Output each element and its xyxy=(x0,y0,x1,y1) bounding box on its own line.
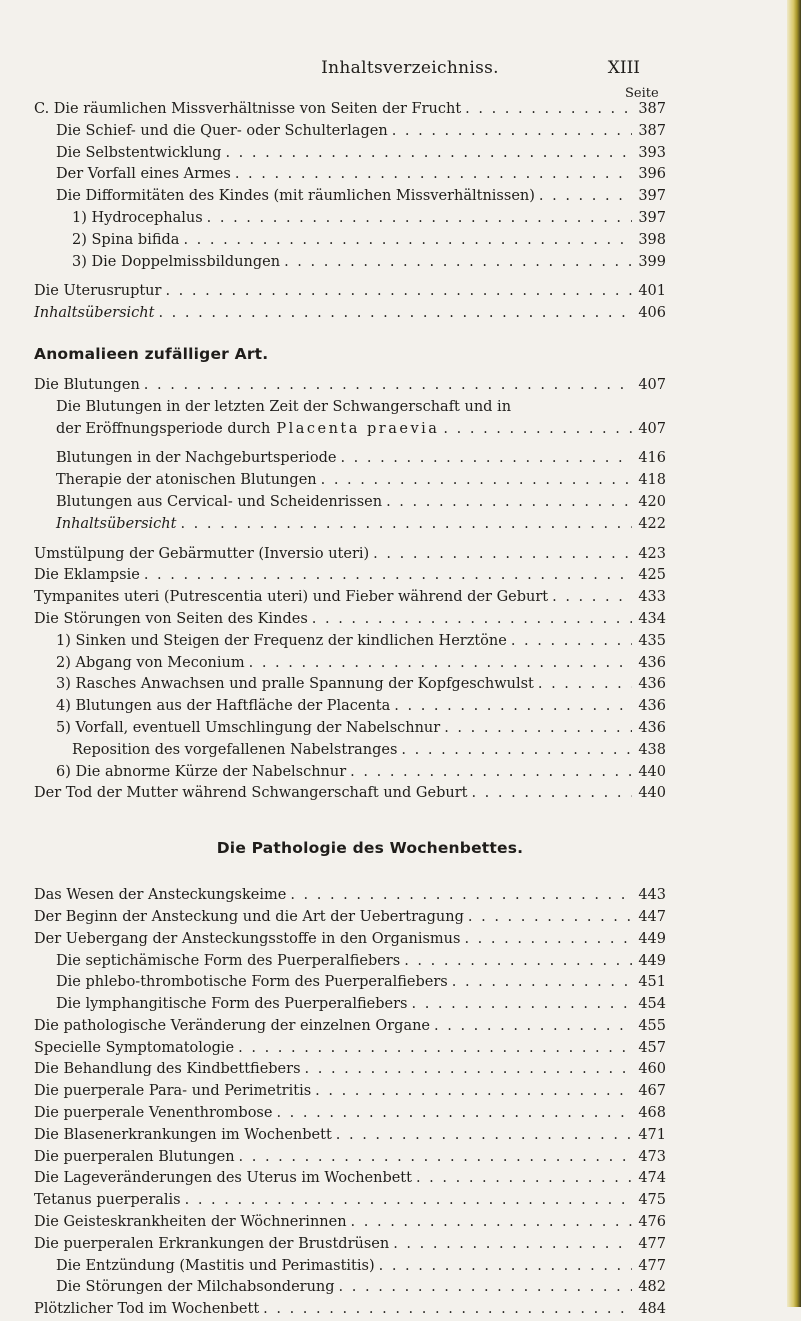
page-edge xyxy=(787,0,801,1307)
dot-leader xyxy=(416,1168,632,1190)
toc-entry-title: Der Tod der Mutter während Schwangerschaft und Geburt xyxy=(34,785,468,802)
toc-entry-title: Der Uebergang der Ansteckungsstoffe in den Organismus xyxy=(34,930,461,947)
toc-entry-page: 433 xyxy=(638,589,666,606)
dot-leader xyxy=(340,448,632,470)
toc-entry xyxy=(34,303,666,325)
dot-leader xyxy=(552,587,632,609)
toc-entry xyxy=(34,565,666,587)
toc-entry-title: 4) Blutungen aus der Haftfläche der Placenta xyxy=(56,698,391,715)
toc-entry-page: 397 xyxy=(638,209,666,226)
section-heading-wochenbett: Die Pathologie des Wochenbettes. xyxy=(216,839,524,858)
dot-leader xyxy=(404,951,632,973)
toc-entry-page: 396 xyxy=(638,166,666,183)
table-of-contents xyxy=(34,99,666,1321)
toc-entry-title: Die septichämische Form des Puerperalfiebers xyxy=(56,952,401,969)
toc-entry xyxy=(34,1212,666,1234)
toc-entry-title: Die Schief- und die Quer- oder Schulterlagen xyxy=(56,122,388,139)
toc-entry xyxy=(34,929,666,951)
toc-entry-page: 387 xyxy=(638,122,666,139)
dot-leader xyxy=(263,1299,632,1321)
toc-entry-title: Die pathologische Veränderung der einzelnen Organe xyxy=(34,1017,431,1034)
dot-leader xyxy=(339,1277,632,1299)
toc-entry-page: 449 xyxy=(638,952,666,969)
toc-entry-page: 407 xyxy=(638,376,666,393)
running-header xyxy=(34,58,786,84)
page-number: XIII xyxy=(607,58,640,78)
dot-leader xyxy=(539,186,632,208)
toc-entry-title: Die Difformitäten des Kindes (mit räumlichen Missverhältnissen) xyxy=(56,188,535,205)
toc-entry-page: 438 xyxy=(638,741,666,758)
dot-leader xyxy=(444,718,632,740)
toc-entry-page: 401 xyxy=(638,283,666,300)
toc-entry-title: Die Behandlung des Kindbettfiebers xyxy=(34,1061,301,1078)
toc-group-nachgeburt xyxy=(34,448,666,535)
dot-leader xyxy=(321,470,632,492)
dot-leader xyxy=(336,1125,632,1147)
toc-entry xyxy=(34,1277,666,1299)
toc-entry xyxy=(34,783,666,805)
toc-entry xyxy=(34,514,666,536)
toc-entry-title: Die Entzündung (Mastitis und Perimastitis) xyxy=(56,1257,375,1274)
dot-leader xyxy=(452,972,632,994)
toc-entry xyxy=(34,653,666,675)
dot-leader xyxy=(386,492,632,514)
toc-entry-page: 447 xyxy=(638,908,666,925)
toc-entry xyxy=(34,1059,666,1081)
toc-entry-page: 467 xyxy=(638,1083,666,1100)
dot-leader xyxy=(468,907,632,929)
toc-entry-page: 434 xyxy=(638,610,666,627)
toc-entry xyxy=(34,972,666,994)
dot-leader xyxy=(443,419,632,441)
toc-entry-page: 471 xyxy=(638,1126,666,1143)
toc-entry-title: Blutungen in der Nachgeburtsperiode xyxy=(56,450,337,467)
dot-leader xyxy=(379,1256,632,1278)
page-column-label: Seite xyxy=(625,86,659,101)
toc-entry-title: Die Lageveränderungen des Uterus im Wochenbett xyxy=(34,1170,412,1187)
toc-entry xyxy=(34,1168,666,1190)
dot-leader xyxy=(249,653,632,675)
toc-entry xyxy=(34,609,666,631)
toc-entry xyxy=(34,1256,666,1278)
toc-entry xyxy=(34,281,666,303)
toc-entry xyxy=(34,1103,666,1125)
dot-leader xyxy=(284,252,632,274)
toc-entry-title: Plötzlicher Tod im Wochenbett xyxy=(34,1301,260,1318)
toc-entry-page: 477 xyxy=(638,1235,666,1252)
dot-leader xyxy=(511,631,632,653)
toc-entry-page: 398 xyxy=(638,231,666,248)
toc-entry-page: 436 xyxy=(638,654,666,671)
toc-entry-page: 451 xyxy=(638,974,666,991)
dot-leader xyxy=(401,740,632,762)
dot-leader xyxy=(393,1234,632,1256)
toc-group-wochenbett xyxy=(34,885,666,1321)
toc-entry-title: Die Blutungen in der letzten Zeit der Schwangerschaft und in xyxy=(56,398,512,415)
dot-leader xyxy=(185,1190,632,1212)
toc-entry-title: Tympanites uteri (Putrescentia uteri) und Fieber während der Geburt xyxy=(34,589,549,606)
dot-leader xyxy=(394,696,632,718)
toc-entry-title: Blutungen aus Cervical- und Scheidenrissen xyxy=(56,493,383,510)
toc-entry-title: Die puerperale Venenthrombose xyxy=(34,1105,273,1122)
toc-entry xyxy=(34,907,666,929)
toc-group-c xyxy=(34,99,666,273)
toc-entry-title: Die puerperalen Blutungen xyxy=(34,1148,235,1165)
dot-leader xyxy=(350,762,632,784)
toc-entry-page: 475 xyxy=(638,1192,666,1209)
toc-entry-page: 436 xyxy=(638,719,666,736)
toc-entry-page: 457 xyxy=(638,1039,666,1056)
toc-entry xyxy=(34,1038,666,1060)
dot-leader xyxy=(538,674,632,696)
toc-entry-title: Der Beginn der Ansteckung und die Art der Uebertragung xyxy=(34,908,464,925)
toc-entry xyxy=(34,718,666,740)
toc-entry-title: Die Blutungen xyxy=(34,376,140,393)
dot-leader xyxy=(411,994,632,1016)
toc-entry-page: 460 xyxy=(638,1061,666,1078)
toc-entry xyxy=(34,492,666,514)
toc-entry-title: 2) Spina bifida xyxy=(72,231,180,248)
toc-entry xyxy=(34,762,666,784)
toc-entry-page: 443 xyxy=(638,887,666,904)
toc-group-umstuelpung xyxy=(34,544,666,806)
dot-leader xyxy=(158,303,632,325)
toc-entry-page: 436 xyxy=(638,676,666,693)
toc-entry xyxy=(34,740,666,762)
toc-entry-page: 422 xyxy=(638,515,666,532)
toc-entry-page: 473 xyxy=(638,1148,666,1165)
toc-entry xyxy=(34,470,666,492)
dot-leader xyxy=(225,143,632,165)
toc-entry-title: 5) Vorfall, eventuell Umschlingung der Nabelschnur xyxy=(56,719,441,736)
section-heading-anomalieen: Anomalieen zufälliger Art. xyxy=(34,344,269,363)
toc-entry-page: 423 xyxy=(638,545,666,562)
toc-group-blutungen xyxy=(34,375,666,440)
toc-entry-page: 449 xyxy=(638,930,666,947)
toc-entry xyxy=(34,186,666,208)
dot-leader xyxy=(464,929,632,951)
dot-leader xyxy=(183,230,632,252)
toc-entry-page: 454 xyxy=(638,996,666,1013)
toc-entry-title: Specielle Symptomatologie xyxy=(34,1039,235,1056)
toc-entry-page: 407 xyxy=(638,420,666,437)
dot-leader xyxy=(290,885,632,907)
toc-entry-emphasis: Placenta praevia xyxy=(276,420,440,437)
toc-entry-title: Inhaltsübersicht xyxy=(34,305,155,322)
dot-leader xyxy=(471,783,632,805)
toc-entry-title: Die Störungen von Seiten des Kindes xyxy=(34,610,308,627)
toc-entry xyxy=(34,1081,666,1103)
toc-entry xyxy=(34,994,666,1016)
dot-leader xyxy=(373,544,632,566)
toc-entry-page: 399 xyxy=(638,253,666,270)
toc-entry-page: 420 xyxy=(638,493,666,510)
toc-entry xyxy=(34,419,666,441)
toc-entry-title: Die puerperale Para- und Perimetritis xyxy=(34,1083,312,1100)
toc-entry-title: Der Vorfall eines Armes xyxy=(56,166,231,183)
toc-entry-page: 387 xyxy=(638,101,666,117)
toc-entry-page: 397 xyxy=(638,188,666,205)
toc-entry xyxy=(34,696,666,718)
toc-entry xyxy=(34,674,666,696)
toc-entry-page: 468 xyxy=(638,1105,666,1122)
running-title: Inhaltsverzeichniss. xyxy=(321,58,499,78)
toc-entry-page: 476 xyxy=(638,1214,666,1231)
toc-entry xyxy=(34,885,666,907)
toc-group-uterusruptur xyxy=(34,281,666,325)
toc-entry-title: Das Wesen der Ansteckungskeime xyxy=(34,887,287,904)
toc-entry-page: 436 xyxy=(638,698,666,715)
toc-entry-title: Therapie der atonischen Blutungen xyxy=(56,472,317,489)
dot-leader xyxy=(180,514,632,536)
toc-entry-title: Tetanus puerperalis xyxy=(34,1192,181,1209)
dot-leader xyxy=(165,281,632,303)
toc-entry-title: 3) Rasches Anwachsen und pralle Spannung der Kopfgeschwulst xyxy=(56,676,534,693)
toc-entry-page: 482 xyxy=(638,1279,666,1296)
toc-entry-page: 425 xyxy=(638,567,666,584)
toc-entry-title: Die phlebo-thrombotische Form des Puerperalfiebers xyxy=(56,974,448,991)
toc-entry xyxy=(34,121,666,143)
toc-entry-page: 455 xyxy=(638,1017,666,1034)
toc-entry xyxy=(34,208,666,230)
toc-entry-title: 1) Sinken und Steigen der Frequenz der kindlichen Herztöne xyxy=(56,632,507,649)
toc-entry-page: 393 xyxy=(638,144,666,161)
dot-leader xyxy=(392,121,632,143)
toc-entry xyxy=(34,1234,666,1256)
dot-leader xyxy=(315,1081,632,1103)
dot-leader xyxy=(238,1038,632,1060)
toc-entry xyxy=(34,448,666,470)
toc-entry xyxy=(34,164,666,186)
toc-entry-title: Die Eklampsie xyxy=(34,567,140,584)
toc-entry xyxy=(34,951,666,973)
dot-leader xyxy=(305,1059,632,1081)
toc-entry-title: Inhaltsübersicht xyxy=(56,515,177,532)
toc-entry-page: 418 xyxy=(638,472,666,489)
dot-leader xyxy=(351,1212,632,1234)
toc-entry-title: Die Störungen der Milchabsonderung xyxy=(56,1279,335,1296)
toc-entry-title: Die Blasenerkrankungen im Wochenbett xyxy=(34,1126,332,1143)
toc-entry xyxy=(34,544,666,566)
toc-entry xyxy=(34,143,666,165)
toc-entry-page: 435 xyxy=(638,632,666,649)
dot-leader xyxy=(207,208,632,230)
toc-entry xyxy=(34,631,666,653)
toc-entry-title: 2) Abgang von Meconium xyxy=(56,654,245,671)
toc-entry xyxy=(34,375,666,397)
dot-leader xyxy=(144,565,632,587)
toc-entry-title: Die puerperalen Erkrankungen der Brustdrüsen xyxy=(34,1235,390,1252)
toc-entry xyxy=(34,252,666,274)
toc-entry-page: 416 xyxy=(638,450,666,467)
toc-entry-title: Reposition des vorgefallenen Nabelstranges xyxy=(72,741,398,758)
toc-entry-title: Die lymphangitische Form des Puerperalfiebers xyxy=(56,996,408,1013)
toc-entry-title: Umstülpung der Gebärmutter (Inversio uteri) xyxy=(34,545,370,562)
dot-leader xyxy=(465,99,632,121)
dot-leader xyxy=(239,1147,632,1169)
toc-entry xyxy=(34,587,666,609)
toc-entry-title: Die Selbstentwicklung xyxy=(56,144,222,161)
toc-entry-title: 6) Die abnorme Kürze der Nabelschnur xyxy=(56,763,347,780)
toc-entry xyxy=(34,99,666,121)
dot-leader xyxy=(312,609,632,631)
dot-leader xyxy=(276,1103,632,1125)
toc-entry-page: 440 xyxy=(638,763,666,780)
toc-entry-page: 474 xyxy=(638,1170,666,1187)
toc-entry-title: C. Die räumlichen Missverhältnisse von Seiten der Frucht xyxy=(34,101,462,117)
toc-entry-page: 477 xyxy=(638,1257,666,1274)
toc-entry xyxy=(34,1147,666,1169)
toc-entry-title: 3) Die Doppelmissbildungen xyxy=(72,253,281,270)
toc-entry-page: 484 xyxy=(638,1301,666,1318)
toc-entry xyxy=(34,1190,666,1212)
toc-entry-page: 440 xyxy=(638,785,666,802)
toc-entry xyxy=(34,230,666,252)
toc-entry-page: 406 xyxy=(638,305,666,322)
toc-entry-title: der Eröffnungsperiode durch xyxy=(56,420,271,437)
toc-entry xyxy=(34,1299,666,1321)
toc-entry-title: 1) Hydrocephalus xyxy=(72,209,203,226)
toc-entry xyxy=(34,1016,666,1038)
toc-entry-title: Die Uterusruptur xyxy=(34,283,162,300)
toc-entry xyxy=(34,397,666,419)
dot-leader xyxy=(434,1016,632,1038)
dot-leader xyxy=(235,164,632,186)
toc-entry xyxy=(34,1125,666,1147)
toc-entry-title: Die Geisteskrankheiten der Wöchnerinnen xyxy=(34,1214,347,1231)
dot-leader xyxy=(144,375,632,397)
